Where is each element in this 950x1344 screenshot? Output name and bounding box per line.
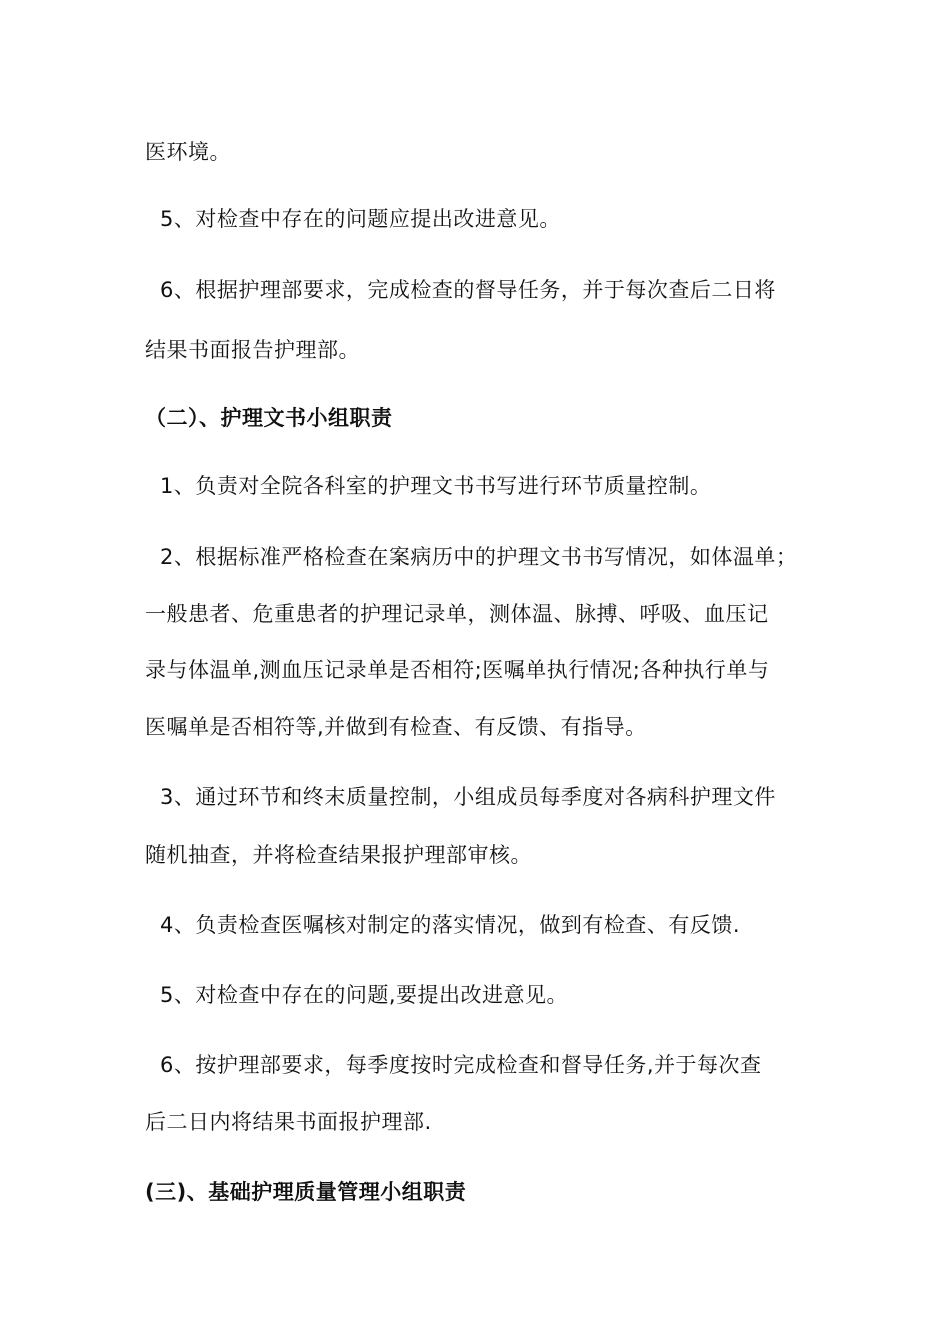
paragraph-line: 一般患者、危重患者的护理记录单，测体温、脉搏、呼吸、血压记: [145, 602, 769, 626]
list-item-1: 1、负责对全院各科室的护理文书书写进行环节质量控制。: [160, 474, 712, 498]
list-item-6: 6、根据护理部要求，完成检查的督导任务，并于每次查后二日将: [160, 278, 776, 302]
list-item-2: 2、根据标准严格检查在案病历中的护理文书书写情况，如体温单；: [160, 545, 798, 569]
list-item-5: 5、对检查中存在的问题应提出改进意见。: [160, 207, 561, 231]
list-item-4: 4、负责检查医嘱核对制定的落实情况，做到有检查、有反馈.: [160, 913, 741, 937]
paragraph-line: 随机抽查，并将检查结果报护理部审核。: [145, 843, 532, 867]
section-heading-3: (三)、基础护理质量管理小组职责: [145, 1180, 467, 1204]
list-item-5b: 5、对检查中存在的问题,要提出改进意见。: [160, 983, 569, 1007]
section-heading-2: （二）、护理文书小组职责: [145, 406, 393, 430]
paragraph-line: 结果书面报告护理部。: [145, 338, 360, 362]
list-item-6b: 6、按护理部要求，每季度按时完成检查和督导任务,并于每次查: [160, 1053, 762, 1077]
paragraph-line: 医嘱单是否相符等,并做到有检查、有反馈、有指导。: [145, 715, 647, 739]
paragraph-line: 后二日内将结果书面报护理部.: [145, 1110, 432, 1134]
paragraph-line: 医环境。: [145, 140, 231, 164]
list-item-3: 3、通过环节和终末质量控制，小组成员每季度对各病科护理文件: [160, 785, 776, 809]
paragraph-line: 录与体温单,测血压记录单是否相符;医嘱单执行情况;各种执行单与: [145, 658, 770, 682]
